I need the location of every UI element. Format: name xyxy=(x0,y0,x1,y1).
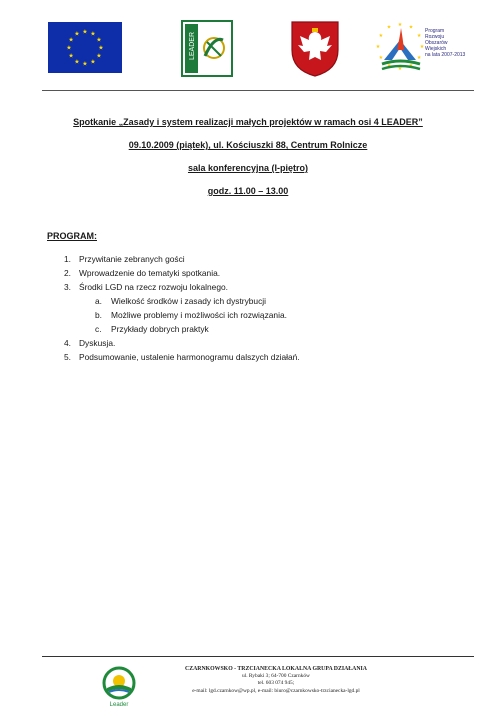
star-icon: ★ xyxy=(416,54,422,61)
program-heading: PROGRAM: xyxy=(47,231,97,241)
list-item: 3. Środki LGD na rzecz rozwoju lokalnego. xyxy=(64,282,228,292)
star-icon: ★ xyxy=(386,62,392,69)
agenda-list xyxy=(64,252,464,364)
list-item: 1. Przywitanie zebranych gości xyxy=(64,254,185,264)
star-icon: ★ xyxy=(74,31,80,38)
star-icon: ★ xyxy=(98,45,104,52)
prow-icon xyxy=(374,18,474,84)
footer-phone: tel. 603 074 945; xyxy=(257,680,295,687)
star-icon: ★ xyxy=(90,31,96,38)
star-icon: ★ xyxy=(90,59,96,66)
star-icon: ★ xyxy=(68,53,74,60)
footer-divider xyxy=(42,656,474,657)
footer-org-name: CZARNKOWSKO - TRZCIANECKA LOKALNA GRUPA DZIAŁANIA xyxy=(185,666,367,672)
star-icon: ★ xyxy=(96,53,102,60)
header-logos xyxy=(0,18,496,80)
star-icon: ★ xyxy=(416,32,422,39)
star-icon: ★ xyxy=(66,45,72,52)
star-icon: ★ xyxy=(408,62,414,69)
star-icon: ★ xyxy=(82,61,88,68)
meeting-header xyxy=(0,117,496,209)
star-icon: ★ xyxy=(386,24,392,31)
star-icon: ★ xyxy=(378,54,384,61)
list-item: 2. Wprowadzenie do tematyki spotkania. xyxy=(64,268,221,278)
header-divider xyxy=(42,90,474,91)
star-icon: ★ xyxy=(397,65,403,72)
star-icon: ★ xyxy=(82,29,88,36)
eagle-crest-icon xyxy=(290,20,340,78)
star-icon: ★ xyxy=(68,37,74,44)
star-icon: ★ xyxy=(96,37,102,44)
meeting-time: godz. 11.00 – 13.00 xyxy=(207,186,289,196)
star-icon: ★ xyxy=(378,32,384,39)
sub-list-item: a. Wielkość środków i zasady ich dystrybucji xyxy=(95,296,266,306)
footer-contact xyxy=(146,666,406,695)
footer-email: e-mail: lgd.czarnkow@wp.pl, e-mail: biuro@czarnkowsko-trzcianecka-lgd.pl xyxy=(192,687,360,694)
list-item: 5. Podsumowanie, ustalenie harmonogramu dalszych działań. xyxy=(64,352,300,362)
meeting-room: sala konferencyjna (I-piętro) xyxy=(187,163,309,173)
sub-list-item: b. Możliwe problemy i możliwości ich rozwiązania. xyxy=(95,310,287,320)
footer-address: ul. Rybaki 3; 64-700 Czarnków xyxy=(242,673,310,680)
sub-list-item: c. Przykłady dobrych praktyk xyxy=(95,324,209,334)
leader-icon xyxy=(181,20,233,77)
meeting-title: Spotkanie „Zasady i system realizacji małych projektów w ramach osi 4 LEADER” xyxy=(73,117,423,127)
star-icon: ★ xyxy=(419,43,425,50)
star-icon: ★ xyxy=(397,21,403,28)
meeting-date-place: 09.10.2009 (piątek), ul. Kościuszki 88, Centrum Rolnicze xyxy=(128,140,368,150)
footer-logo-text: Leader xyxy=(109,702,129,708)
lgd-leader-icon xyxy=(95,664,143,708)
list-item: 4. Dyskusja. xyxy=(64,338,116,348)
star-icon: ★ xyxy=(74,59,80,66)
leader-logo-text: LEADER xyxy=(189,31,196,60)
star-icon: ★ xyxy=(408,24,414,31)
eu-flag-icon xyxy=(48,22,122,73)
star-icon: ★ xyxy=(375,43,381,50)
prow-logo-text: Program Rozwoju Obszarów Wiejskich na lata 2007-2013 xyxy=(425,28,466,58)
